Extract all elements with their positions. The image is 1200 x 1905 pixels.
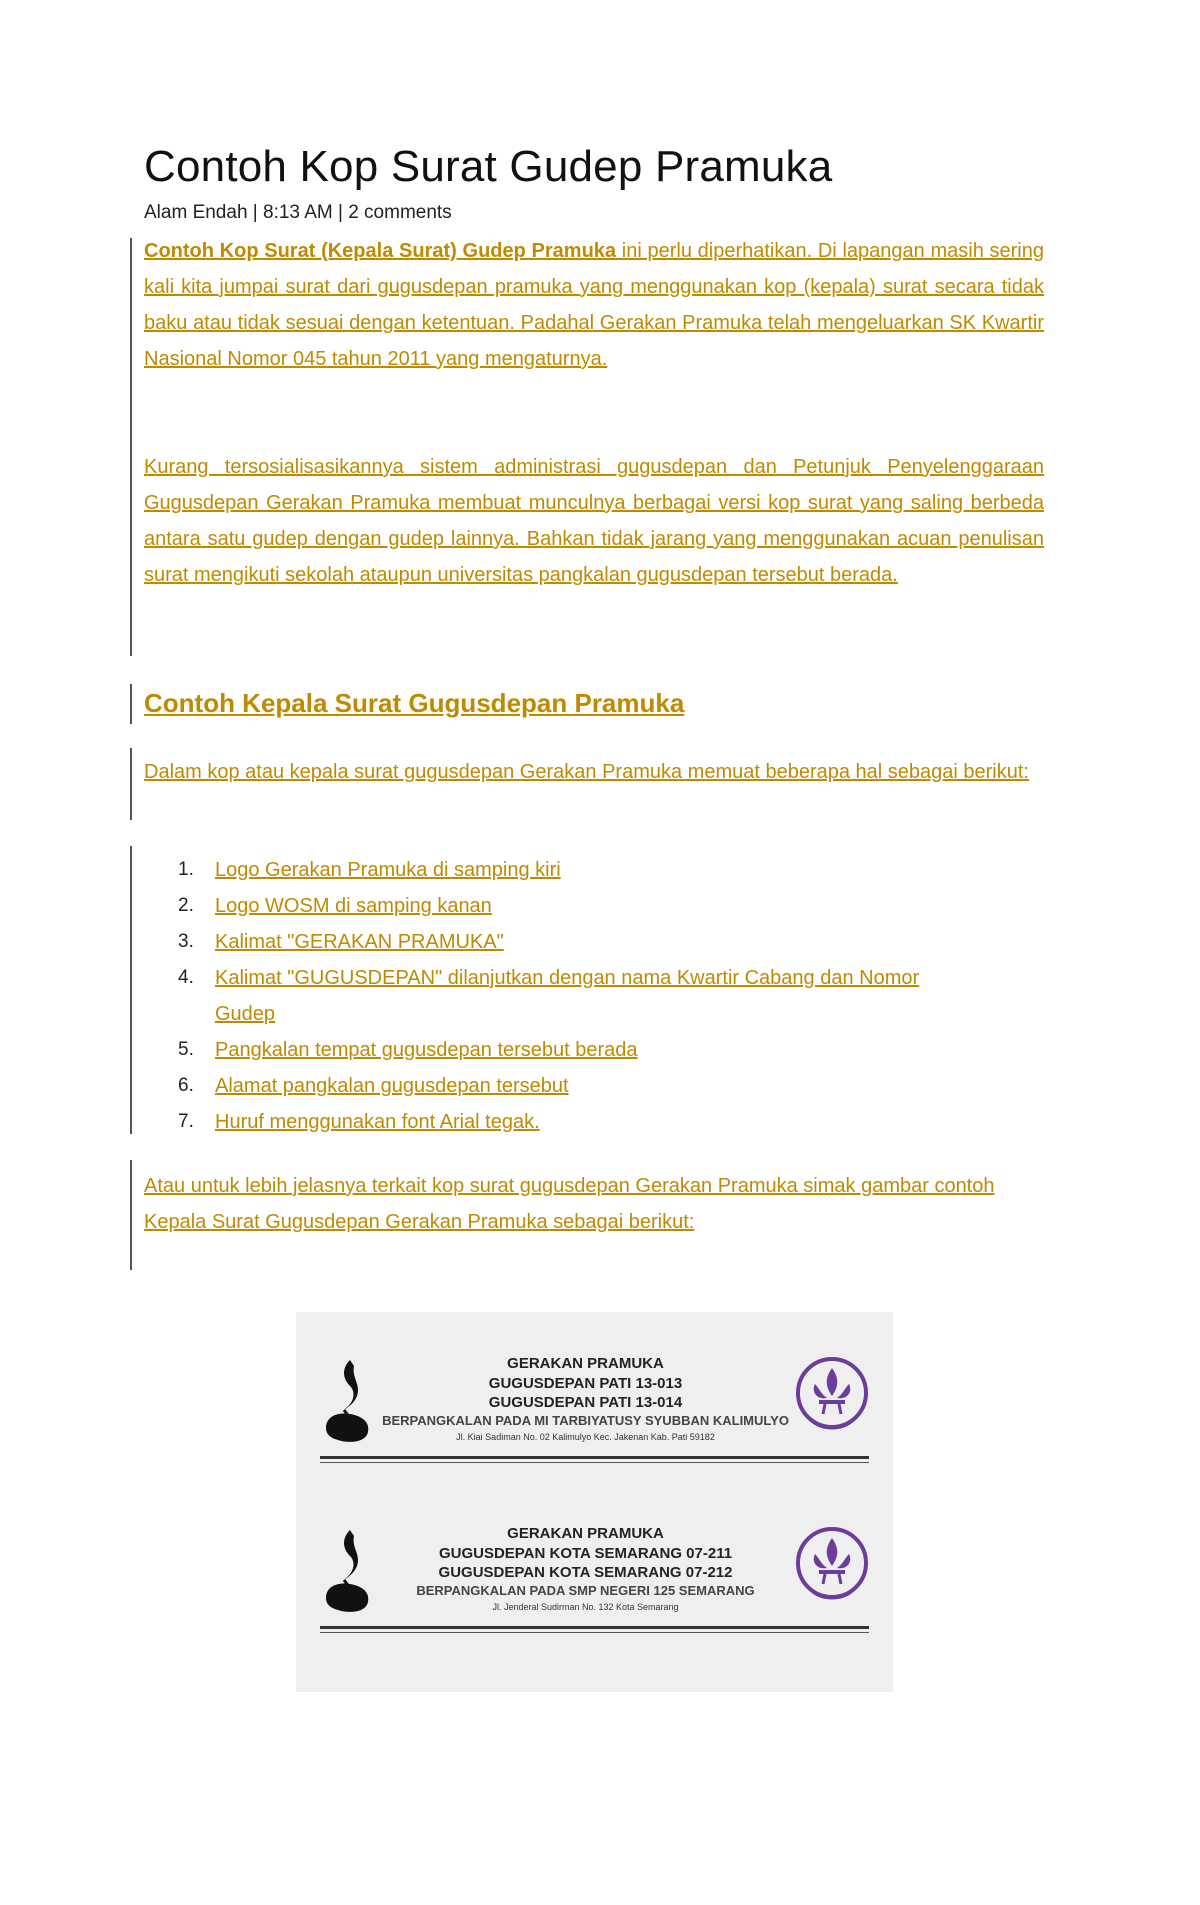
wosm-logo-icon [795, 1356, 869, 1438]
kop-2-rule-thin [320, 1632, 869, 1633]
kop-1-line-2: GUGUSDEPAN PATI 13-013 [488, 1375, 683, 1392]
kop-1-text [376, 1354, 795, 1444]
quote-bar-2 [130, 748, 132, 820]
list-item[interactable]: 6. Alamat pangkalan gugusdepan tersebut [178, 1075, 569, 1097]
tunas-kelapa-logo-icon [320, 1358, 376, 1450]
kop-1-line-1: GERAKAN PRAMUKA [507, 1355, 664, 1372]
kop-2-line-2: GUGUSDEPAN KOTA SEMARANG 07-211 [438, 1545, 733, 1562]
list-item[interactable]: 2. Logo WOSM di samping kanan [178, 895, 492, 917]
tunas-kelapa-logo-icon [320, 1528, 376, 1620]
list-item[interactable]: 3. Kalimat "GERAKAN PRAMUKA" [178, 931, 504, 953]
list-item[interactable]: 5. Pangkalan tempat gugusdepan tersebut berada [178, 1039, 638, 1061]
requirements-list [144, 852, 1044, 1140]
paragraph-3[interactable] [144, 754, 1044, 790]
kop-1-rule [320, 1456, 869, 1459]
intro-rest-link[interactable]: ini perlu diperhatikan. Di lapangan masih sering kali kita jumpai surat dari gugusdepan pramuka yang menggunakan kop (kepala) surat secara tidak baku atau tidak sesuai dengan ketentuan. Padahal Gerakan Pramuka telah mengeluarkan SK Kwartir Nasional Nomor 045 tahun 2011 yang mengaturnya. [144, 240, 1044, 370]
kop-1-line-4: BERPANGKALAN PADA MI TARBIYATUSY SYUBBAN KALIMULYO [382, 1413, 789, 1428]
kop-2-line-3: GUGUSDEPAN KOTA SEMARANG 07-212 [438, 1564, 733, 1581]
subhead-bar [130, 684, 132, 724]
kop-1-rule-thin [320, 1462, 869, 1463]
kop-surat-example-image [296, 1312, 893, 1692]
paragraph-2[interactable] [144, 449, 1044, 593]
kop-example-1 [320, 1354, 869, 1466]
article-title: Contoh Kop Surat Gudep Pramuka [144, 142, 833, 191]
list-bar [130, 846, 132, 1134]
list-item[interactable]: 1. Logo Gerakan Pramuka di samping kiri [178, 859, 561, 881]
kop-example-2 [320, 1524, 869, 1636]
intro-paragraph[interactable] [144, 233, 1044, 377]
paragraph-4-link[interactable]: Atau untuk lebih jelasnya terkait kop surat gugusdepan Gerakan Pramuka simak gambar contoh Kepala Surat Gugusdepan Gerakan Pramuka sebagai berikut: [144, 1175, 995, 1233]
quote-bar-3 [130, 1160, 132, 1270]
section-heading[interactable]: Contoh Kepala Surat Gugusdepan Pramuka [144, 688, 685, 718]
kop-2-line-5: Jl. Jenderal Sudirman No. 132 Kota Semarang [492, 1602, 679, 1612]
article-meta: Alam Endah | 8:13 AM | 2 comments [144, 202, 452, 223]
kop-2-line-1: GERAKAN PRAMUKA [507, 1525, 664, 1542]
kop-2-line-4: BERPANGKALAN PADA SMP NEGERI 125 SEMARANG [416, 1583, 755, 1598]
paragraph-2-link[interactable]: Kurang tersosialisasikannya sistem administrasi gugusdepan dan Petunjuk Penyelenggaraan Gugusdepan Gerakan Pramuka membuat munculnya berbagai versi kop surat yang saling berbeda antara satu gudep dengan gudep lainnya. Bahkan tidak jarang yang menggunakan acuan penulisan surat mengikuti sekolah ataupun universitas pangkalan gugusdepan tersebut berada. [144, 456, 1044, 586]
intro-bold-link[interactable]: Contoh Kop Surat (Kepala Surat) Gudep Pramuka [144, 240, 617, 262]
list-item[interactable]: 7. Huruf menggunakan font Arial tegak. [178, 1111, 540, 1133]
paragraph-4[interactable] [144, 1168, 1024, 1240]
wosm-logo-icon [795, 1526, 869, 1608]
kop-2-text [376, 1524, 795, 1614]
list-item[interactable]: 4. Kalimat "GUGUSDEPAN" dilanjutkan dengan nama Kwartir Cabang dan Nomor Gudep [178, 967, 920, 1025]
kop-1-line-3: GUGUSDEPAN PATI 13-014 [488, 1394, 683, 1411]
quote-bar [130, 238, 132, 656]
paragraph-3-link[interactable]: Dalam kop atau kepala surat gugusdepan Gerakan Pramuka memuat beberapa hal sebagai berikut: [144, 761, 1029, 783]
kop-2-rule [320, 1626, 869, 1629]
kop-1-line-5: Jl. Kiai Sadiman No. 02 Kalimulyo Kec. Jakenan Kab. Pati 59182 [456, 1432, 715, 1442]
